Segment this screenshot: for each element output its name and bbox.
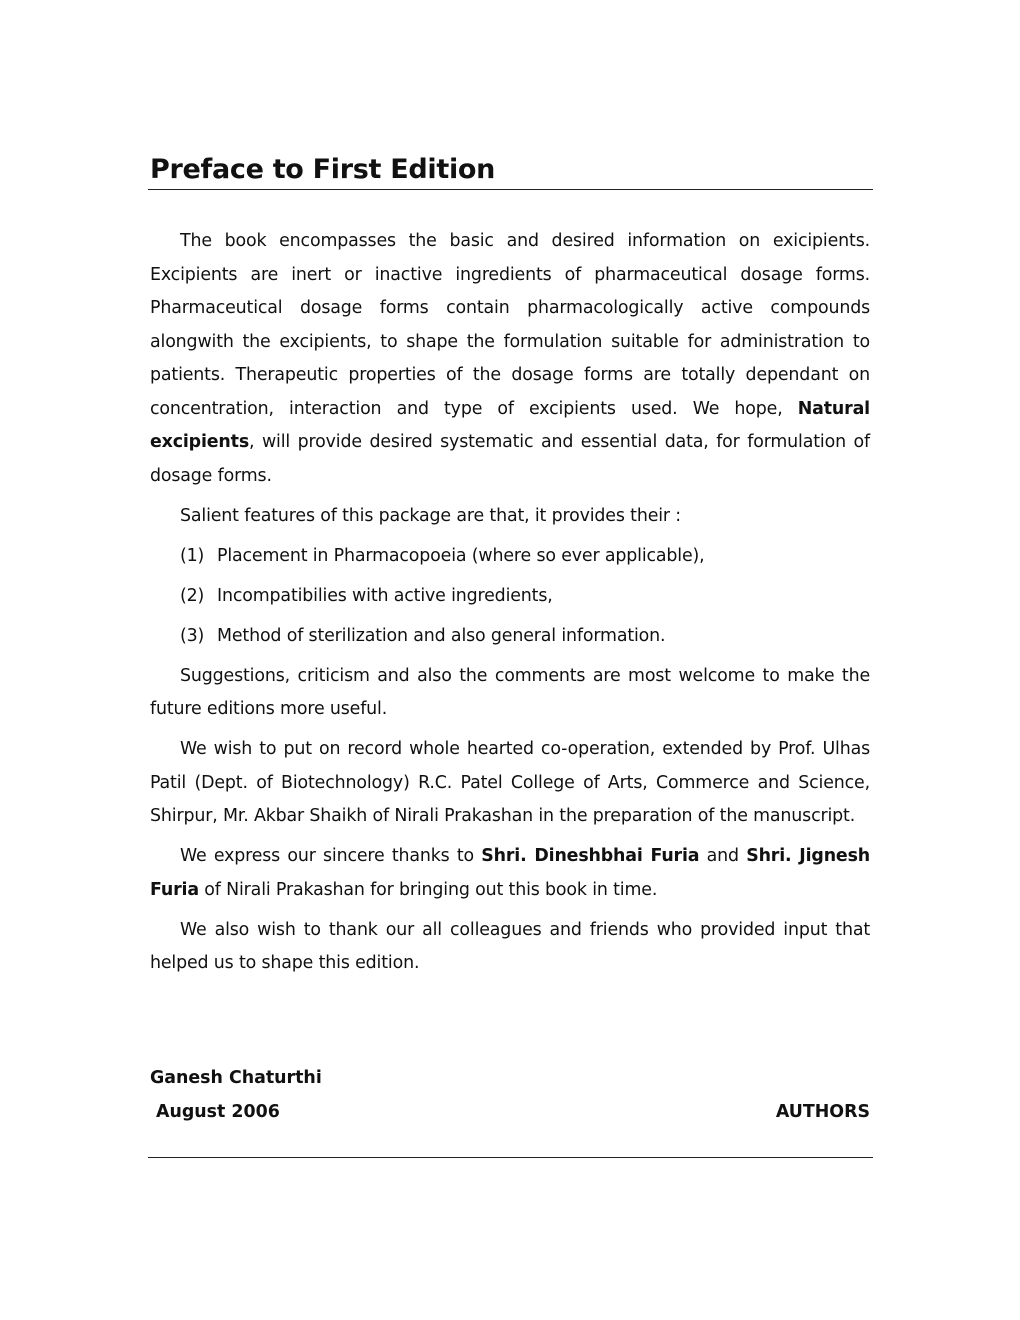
- title-underline: [148, 189, 873, 190]
- thanks-name-1: Shri. Dineshbhai Furia: [481, 846, 700, 866]
- paragraph-intro-text: The book encompasses the basic and desired information on exicipients. Excipients are inert or inactive ingredients of pharmaceutical dosage forms. Pharmaceutical dosage forms contain pharmacologically active compounds alongwith the excipients, to shape the formulation suitable for administration to patients. Therapeutic properties of the dosage forms are totally dependant on concentration, interaction and type of excipients used. We hope,: [150, 231, 870, 419]
- list-text: Placement in Pharmacopoeia (where so ever applicable),: [217, 545, 705, 566]
- preface-body: [150, 225, 870, 987]
- thanks-name-2: Shri. Jignesh Furia: [150, 846, 871, 900]
- list-text: Method of sterilization and also general information.: [217, 625, 666, 646]
- signoff: [150, 1061, 870, 1129]
- footer-rule: [148, 1157, 873, 1158]
- paragraph-thanks: [150, 840, 870, 907]
- list-item: [150, 580, 870, 614]
- signoff-date: August 2006: [156, 1102, 280, 1122]
- list-text: Incompatibilies with active ingredients,: [217, 585, 553, 606]
- preface-page: [150, 150, 870, 190]
- paragraph-thanks-end: of Nirali Prakashan for bringing out this book in time.: [198, 879, 658, 900]
- page-title: Preface to First Edition: [150, 154, 496, 185]
- signoff-row: [150, 1095, 870, 1129]
- paragraph-intro-bold: Natural excipients: [150, 398, 870, 452]
- list-number: (3): [180, 625, 205, 646]
- list-item: [150, 620, 870, 654]
- paragraph-intro-end: , will provide desired systematic and essential data, for formulation of dosage forms.: [150, 432, 870, 486]
- paragraph-thanks-text: We express our sincere thanks to: [180, 846, 482, 866]
- signoff-place: Ganesh Chaturthi: [150, 1068, 322, 1088]
- list-item: [150, 540, 870, 574]
- paragraph-intro: [150, 225, 870, 493]
- paragraph-thanks-and: and: [699, 846, 747, 866]
- list-number: (2): [180, 585, 205, 606]
- signoff-authors: AUTHORS: [775, 1102, 870, 1122]
- list-number: (1): [180, 545, 205, 566]
- paragraph-suggestions: Suggestions, criticism and also the comments are most welcome to make the future editions more useful.: [150, 665, 870, 719]
- paragraph-features: Salient features of this package are that, it provides their :: [180, 505, 682, 526]
- paragraph-cooperation: We wish to put on record whole hearted co-operation, extended by Prof. Ulhas Patil (Dept. of Biotechnology) R.C. Patel College of Arts, Commerce and Science, Shirpur, Mr. Akbar Shaikh of Nirali Prakashan in the preparation of the manuscript.: [150, 739, 870, 826]
- paragraph-colleagues: We also wish to thank our all colleagues and friends who provided input that helped us to shape this edition.: [150, 919, 870, 973]
